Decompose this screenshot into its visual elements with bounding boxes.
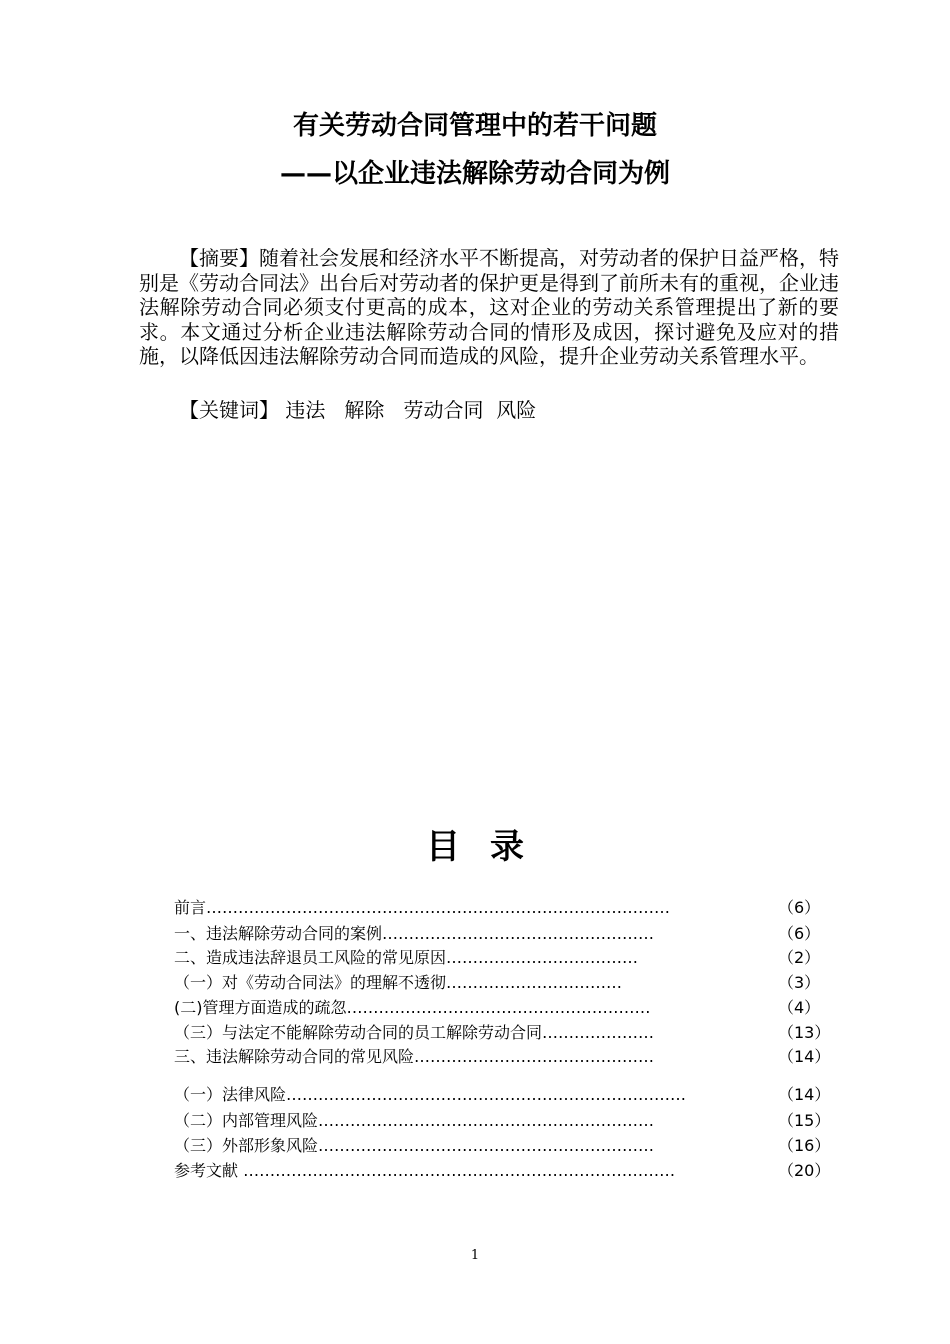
toc-entry-text: 前言…………………………………………………………………………… xyxy=(174,898,671,917)
toc-entry-page: （16） xyxy=(778,1136,831,1155)
toc-entry-page: （13） xyxy=(778,1023,831,1042)
toc-entry[interactable] xyxy=(174,1134,831,1158)
toc-entry[interactable] xyxy=(174,896,824,920)
abstract-paragraph: 【摘要】随着社会发展和经济水平不断提高，对劳动者的保护日益严格，特别是《劳动合同法》出台后对劳动者的保护更是得到了前所未有的重视，企业违法解除劳动合同必须支付更高的成本，这对企业的劳动关系管理提出了新的要求。本文通过分析企业违法解除劳动合同的情形及成因，探讨避免及应对的措施，以降低因违法解除劳动合同而造成的风险，提升企业劳动关系管理水平。 xyxy=(139,246,839,368)
toc-entry-text: 三、违法解除劳动合同的常见风险……………………………………… xyxy=(174,1047,655,1066)
toc-entry-page: （6） xyxy=(778,924,821,943)
toc-entry-page: （4） xyxy=(778,998,821,1017)
toc-entry[interactable] xyxy=(174,922,824,946)
keywords-line: 【关键词】 违法 解除 劳动合同 风险 xyxy=(179,398,537,422)
toc-entry-text: 二、造成违法辞退员工风险的常见原因……………………………… xyxy=(174,948,639,967)
toc-title: 目录 xyxy=(426,827,554,867)
toc-entry-page: （14） xyxy=(778,1047,831,1066)
toc-entry-page: （15） xyxy=(778,1111,831,1130)
toc-entry-text: (二)管理方面造成的疏忽………………………………………………… xyxy=(174,998,651,1017)
page-number: 1 xyxy=(470,1248,480,1263)
toc-entry[interactable] xyxy=(174,1109,831,1133)
toc-entry[interactable] xyxy=(174,996,824,1020)
toc-entry[interactable] xyxy=(174,971,824,995)
toc-entry-text: 参考文献 ……………………………………………………………………… xyxy=(174,1161,676,1180)
toc-entry-text: （三）外部形象风险……………………………………………………… xyxy=(174,1136,655,1155)
toc-entry-page: （20） xyxy=(778,1161,831,1180)
toc-entry-text: 一、违法解除劳动合同的案例…………………………………………… xyxy=(174,924,655,943)
toc-entry-text: （二）内部管理风险……………………………………………………… xyxy=(174,1111,655,1130)
toc-entry-page: （6） xyxy=(778,898,821,917)
toc-entry-text: （三）与法定不能解除劳动合同的员工解除劳动合同………………… xyxy=(174,1023,655,1042)
toc-entry[interactable] xyxy=(174,1021,831,1045)
document-title: 有关劳动合同管理中的若干问题 xyxy=(292,111,657,141)
toc-entry-text: （一）对《劳动合同法》的理解不透彻…………………………… xyxy=(174,973,623,992)
toc-entry-text: （一）法律风险………………………………………………………………… xyxy=(174,1085,687,1104)
toc-entry-page: （2） xyxy=(778,948,821,967)
toc-entry[interactable] xyxy=(174,1159,831,1183)
toc-entry[interactable] xyxy=(174,1045,831,1069)
document-subtitle: ——以企业违法解除劳动合同为例 xyxy=(279,159,670,189)
toc-entry[interactable] xyxy=(174,946,824,970)
toc-entry[interactable] xyxy=(174,1083,831,1107)
toc-entry-page: （3） xyxy=(778,973,821,992)
toc-entry-page: （14） xyxy=(778,1085,831,1104)
